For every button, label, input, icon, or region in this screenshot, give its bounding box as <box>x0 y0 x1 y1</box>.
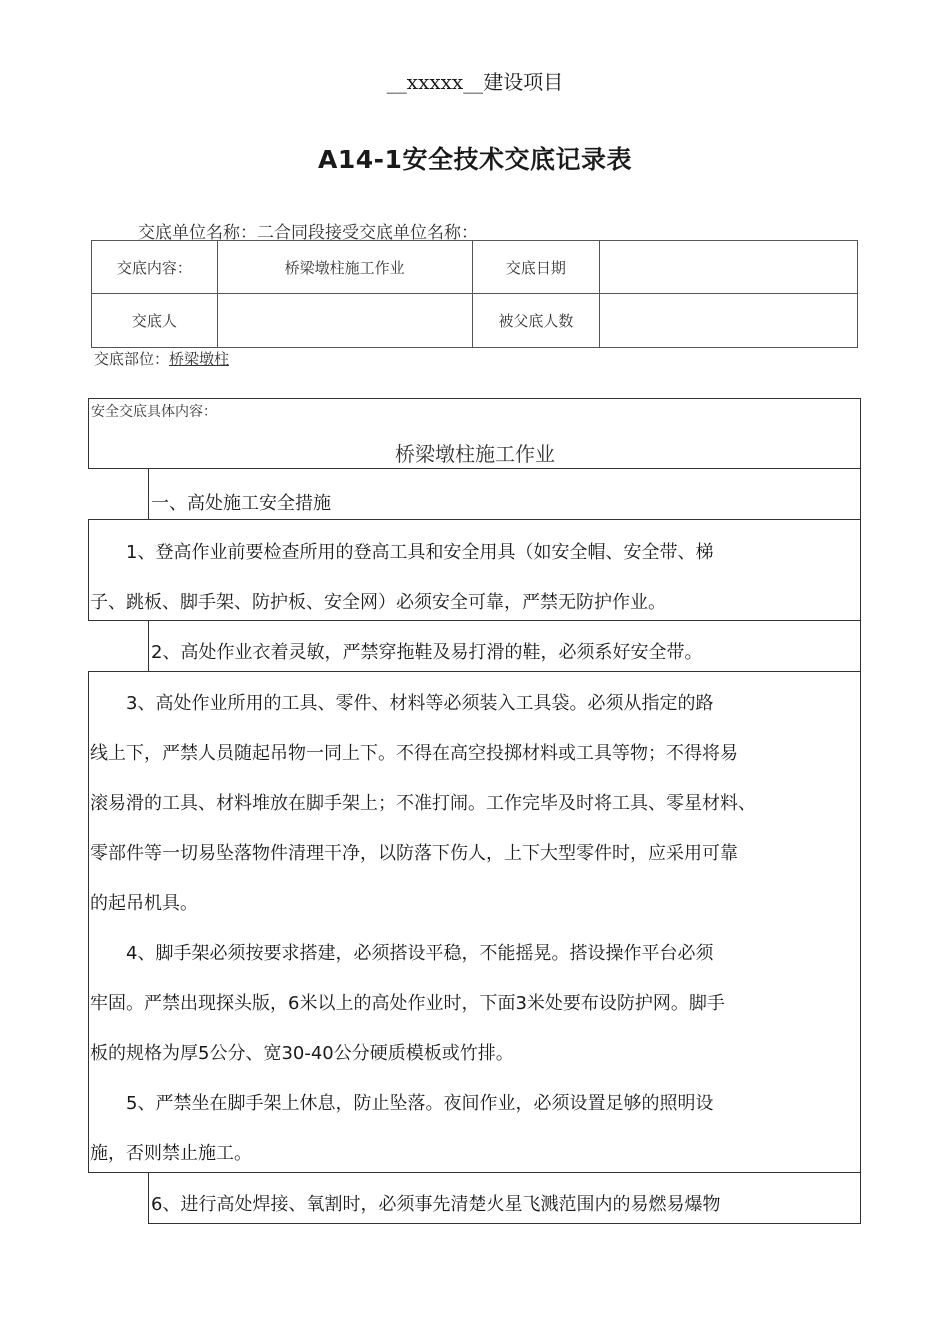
part-value: 桥梁墩柱 <box>169 350 230 368</box>
content-label: 交底内容： <box>92 241 218 294</box>
count-value[interactable] <box>600 294 858 348</box>
item4-line: 4、脚手架必须按要求搭建，必须搭设平稳，不能摇晃。搭设操作平台必须 <box>90 943 714 964</box>
project-title: __xxxxx__建设项目 <box>386 70 564 94</box>
item1-line: 1、登高作业前要检查所用的登高工具和安全用具（如安全帽、安全带、梯 <box>90 542 714 563</box>
item4-paragraph <box>90 929 725 1079</box>
content-value: 桥梁墩柱施工作业 <box>217 241 472 294</box>
item1-paragraph <box>90 528 713 628</box>
date-value[interactable] <box>600 241 858 294</box>
part-line <box>94 348 229 369</box>
count-label: 被父底人数 <box>472 294 600 348</box>
item3-line: 线上下，严禁人员随起吊物一同上下。不得在高空投掷材料或工具等物；不得将易 <box>90 743 738 764</box>
item3-line: 的起吊机具。 <box>90 893 198 914</box>
item3-line: 滚易滑的工具、材料堆放在脚手架上；不准打闹。工作完毕及时将工具、零星材料、 <box>90 793 756 814</box>
section1-heading: 一、高处施工安全措施 <box>151 493 331 514</box>
item3-paragraph <box>90 679 756 929</box>
date-label: 交底日期 <box>472 241 600 294</box>
detail-label: 安全交底具体内容： <box>91 404 217 420</box>
item3-line: 3、高处作业所用的工具、零件、材料等必须装入工具袋。必须从指定的路 <box>90 693 714 714</box>
info-table <box>91 240 858 348</box>
item5-paragraph <box>90 1079 713 1179</box>
part-label: 交底部位： <box>94 350 170 368</box>
unit-name-line: 交底单位名称：二合同段接受交底单位名称： <box>138 223 478 243</box>
item4-line: 牢固。严禁出现探头版，6米以上的高处作业时，下面3米处要布设防护网。脚手 <box>90 993 725 1014</box>
item5-line: 施，否则禁止施工。 <box>90 1143 252 1164</box>
person-value[interactable] <box>217 294 472 348</box>
person-label: 交底人 <box>92 294 218 348</box>
item5-line: 5、严禁坐在脚手架上休息，防止坠落。夜间作业，必须设置足够的照明设 <box>90 1093 714 1114</box>
item6-paragraph <box>151 1180 720 1230</box>
item2-line: 2、高处作业衣着灵敏，严禁穿拖鞋及易打滑的鞋，必须系好安全带。 <box>151 642 703 663</box>
item3-line: 零部件等一切易坠落物件清理干净，以防落下伤人，上下大型零件时，应采用可靠 <box>90 843 738 864</box>
detail-title: 桥梁墩柱施工作业 <box>395 442 555 466</box>
info-row-person <box>92 294 858 348</box>
document-title: A14-1安全技术交底记录表 <box>318 145 632 174</box>
item4-line: 板的规格为厚5公分、宽30-40公分硬质模板或竹排。 <box>90 1043 514 1064</box>
item1-line: 子、跳板、脚手架、防护板、安全网）必须安全可靠，严禁无防护作业。 <box>90 592 666 613</box>
info-row-content <box>92 241 858 294</box>
item6-line: 6、进行高处焊接、氧割时，必须事先清楚火星飞溅范围内的易燃易爆物 <box>151 1194 721 1215</box>
